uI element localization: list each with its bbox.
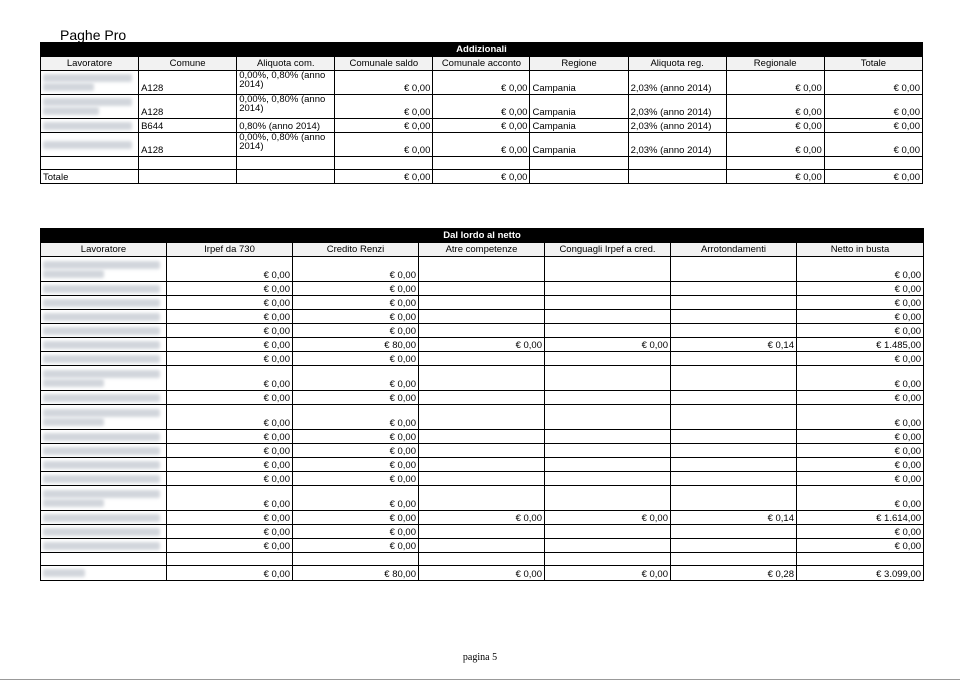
- worker-name-redacted: [41, 539, 167, 553]
- netto-cell: € 0,00: [797, 539, 924, 553]
- table-row: [41, 119, 923, 133]
- netto-cell: € 0,00: [797, 282, 924, 296]
- cong-cell: [545, 486, 671, 511]
- renzi-cell: € 0,00: [293, 430, 419, 444]
- atre-cell: [419, 405, 545, 430]
- empty-row: [41, 157, 923, 170]
- irpef-cell: € 0,00: [167, 405, 293, 430]
- arr-cell: [671, 525, 797, 539]
- arr-cell: [671, 444, 797, 458]
- arr-cell: [671, 366, 797, 391]
- aliquota-cell: 0,00%, 0,80% (anno 2014): [237, 71, 335, 95]
- renzi-cell: € 0,00: [293, 324, 419, 338]
- atre-cell: [419, 486, 545, 511]
- addizionali-table: [40, 42, 923, 184]
- irpef-cell: € 0,00: [167, 257, 293, 282]
- aliquota-cell: 0,80% (anno 2014): [237, 119, 335, 133]
- aliquota-reg-cell: 2,03% (anno 2014): [628, 119, 726, 133]
- saldo-cell: € 0,00: [335, 95, 433, 119]
- total-label-redacted: [41, 566, 167, 581]
- col-header: Credito Renzi: [293, 243, 419, 257]
- worker-name-redacted: [41, 391, 167, 405]
- total-saldo: € 0,00: [335, 170, 433, 184]
- table-row: [41, 324, 924, 338]
- total-row: [41, 170, 923, 184]
- cong-cell: [545, 282, 671, 296]
- table-row: [41, 352, 924, 366]
- table-row: [41, 430, 924, 444]
- page-number: pagina 5: [462, 652, 498, 663]
- col-header: Lavoratore: [41, 243, 167, 257]
- worker-name-redacted: [41, 95, 139, 119]
- atre-cell: [419, 296, 545, 310]
- atre-cell: [419, 310, 545, 324]
- arr-cell: [671, 539, 797, 553]
- total-netto: € 3.099,00: [797, 566, 924, 581]
- total-regionale: € 0,00: [726, 170, 824, 184]
- regionale-cell: € 0,00: [726, 119, 824, 133]
- atre-cell: € 0,00: [419, 338, 545, 352]
- renzi-cell: € 0,00: [293, 352, 419, 366]
- netto-cell: € 0,00: [797, 405, 924, 430]
- regione-cell: Campania: [530, 95, 628, 119]
- addizionali-band: Addizionali: [41, 43, 923, 57]
- aliquota-reg-cell: 2,03% (anno 2014): [628, 95, 726, 119]
- irpef-cell: € 0,00: [167, 338, 293, 352]
- atre-cell: [419, 352, 545, 366]
- renzi-cell: € 0,00: [293, 310, 419, 324]
- regionale-cell: € 0,00: [726, 95, 824, 119]
- acconto-cell: € 0,00: [433, 71, 530, 95]
- worker-name-redacted: [41, 444, 167, 458]
- renzi-cell: € 0,00: [293, 511, 419, 525]
- worker-name-redacted: [41, 458, 167, 472]
- irpef-cell: € 0,00: [167, 444, 293, 458]
- cong-cell: [545, 257, 671, 282]
- table-row: [41, 486, 924, 511]
- col-header: Regionale: [726, 57, 824, 71]
- total-atre: € 0,00: [419, 566, 545, 581]
- table-row: [41, 71, 923, 95]
- total-conguagli: € 0,00: [545, 566, 671, 581]
- worker-name-redacted: [41, 282, 167, 296]
- atre-cell: [419, 430, 545, 444]
- lordo-netto-band: Dal lordo al netto: [41, 229, 924, 243]
- atre-cell: [419, 391, 545, 405]
- renzi-cell: € 0,00: [293, 539, 419, 553]
- totale-cell: € 0,00: [824, 71, 922, 95]
- page-title: Paghe Pro: [60, 27, 127, 43]
- renzi-cell: € 0,00: [293, 391, 419, 405]
- table-row: [41, 95, 923, 119]
- arr-cell: [671, 405, 797, 430]
- saldo-cell: € 0,00: [335, 71, 433, 95]
- col-header: Comune: [139, 57, 237, 71]
- arr-cell: [671, 296, 797, 310]
- cong-cell: [545, 539, 671, 553]
- arr-cell: [671, 486, 797, 511]
- irpef-cell: € 0,00: [167, 458, 293, 472]
- irpef-cell: € 0,00: [167, 511, 293, 525]
- arr-cell: [671, 458, 797, 472]
- saldo-cell: € 0,00: [335, 133, 433, 157]
- worker-name-redacted: [41, 352, 167, 366]
- regione-cell: Campania: [530, 119, 628, 133]
- worker-name-redacted: [41, 71, 139, 95]
- irpef-cell: € 0,00: [167, 310, 293, 324]
- regionale-cell: € 0,00: [726, 71, 824, 95]
- aliquota-reg-cell: 2,03% (anno 2014): [628, 133, 726, 157]
- worker-name-redacted: [41, 486, 167, 511]
- arr-cell: [671, 352, 797, 366]
- table-row: [41, 539, 924, 553]
- arr-cell: [671, 282, 797, 296]
- total-irpef: € 0,00: [167, 566, 293, 581]
- table-row: [41, 310, 924, 324]
- table-row: [41, 405, 924, 430]
- table-row: [41, 133, 923, 157]
- comune-cell: A128: [139, 71, 237, 95]
- worker-name-redacted: [41, 511, 167, 525]
- total-row: [41, 566, 924, 581]
- total-totale: € 0,00: [824, 170, 922, 184]
- irpef-cell: € 0,00: [167, 324, 293, 338]
- col-header: Netto in busta: [797, 243, 924, 257]
- arr-cell: [671, 430, 797, 444]
- arr-cell: [671, 324, 797, 338]
- col-header: Atre competenze: [419, 243, 545, 257]
- atre-cell: [419, 458, 545, 472]
- cong-cell: [545, 310, 671, 324]
- arr-cell: [671, 257, 797, 282]
- atre-cell: [419, 472, 545, 486]
- atre-cell: [419, 444, 545, 458]
- netto-cell: € 0,00: [797, 444, 924, 458]
- worker-name-redacted: [41, 296, 167, 310]
- table-row: [41, 282, 924, 296]
- table-row: [41, 296, 924, 310]
- lordo-netto-table: [40, 228, 924, 581]
- atre-cell: € 0,00: [419, 511, 545, 525]
- table-row: [41, 472, 924, 486]
- aliquota-reg-cell: 2,03% (anno 2014): [628, 71, 726, 95]
- worker-name-redacted: [41, 430, 167, 444]
- col-header: Lavoratore: [41, 57, 139, 71]
- worker-name-redacted: [41, 257, 167, 282]
- total-acconto: € 0,00: [433, 170, 530, 184]
- netto-cell: € 1.614,00: [797, 511, 924, 525]
- cong-cell: [545, 352, 671, 366]
- col-header: Regione: [530, 57, 628, 71]
- renzi-cell: € 0,00: [293, 458, 419, 472]
- cong-cell: [545, 458, 671, 472]
- cong-cell: [545, 405, 671, 430]
- netto-cell: € 0,00: [797, 430, 924, 444]
- atre-cell: [419, 366, 545, 391]
- renzi-cell: € 0,00: [293, 525, 419, 539]
- irpef-cell: € 0,00: [167, 539, 293, 553]
- aliquota-cell: 0,00%, 0,80% (anno 2014): [237, 95, 335, 119]
- col-header: Comunale acconto: [433, 57, 530, 71]
- regionale-cell: € 0,00: [726, 133, 824, 157]
- table-row: [41, 338, 924, 352]
- renzi-cell: € 80,00: [293, 338, 419, 352]
- col-header: Aliquota reg.: [628, 57, 726, 71]
- table-row: [41, 257, 924, 282]
- cong-cell: [545, 324, 671, 338]
- atre-cell: [419, 539, 545, 553]
- worker-name-redacted: [41, 405, 167, 430]
- worker-name-redacted: [41, 338, 167, 352]
- worker-name-redacted: [41, 472, 167, 486]
- arr-cell: € 0,14: [671, 338, 797, 352]
- netto-cell: € 1.485,00: [797, 338, 924, 352]
- renzi-cell: € 0,00: [293, 296, 419, 310]
- table-row: [41, 366, 924, 391]
- totale-cell: € 0,00: [824, 119, 922, 133]
- atre-cell: [419, 525, 545, 539]
- table-row: [41, 444, 924, 458]
- renzi-cell: € 0,00: [293, 405, 419, 430]
- worker-name-redacted: [41, 366, 167, 391]
- irpef-cell: € 0,00: [167, 472, 293, 486]
- col-header: Totale: [824, 57, 922, 71]
- renzi-cell: € 0,00: [293, 472, 419, 486]
- cong-cell: [545, 472, 671, 486]
- atre-cell: [419, 257, 545, 282]
- worker-name-redacted: [41, 119, 139, 133]
- acconto-cell: € 0,00: [433, 119, 530, 133]
- netto-cell: € 0,00: [797, 525, 924, 539]
- netto-cell: € 0,00: [797, 486, 924, 511]
- total-renzi: € 80,00: [293, 566, 419, 581]
- renzi-cell: € 0,00: [293, 444, 419, 458]
- acconto-cell: € 0,00: [433, 95, 530, 119]
- netto-cell: € 0,00: [797, 366, 924, 391]
- irpef-cell: € 0,00: [167, 366, 293, 391]
- col-header: Conguagli Irpef a cred.: [545, 243, 671, 257]
- cong-cell: [545, 366, 671, 391]
- irpef-cell: € 0,00: [167, 486, 293, 511]
- renzi-cell: € 0,00: [293, 366, 419, 391]
- table-row: [41, 391, 924, 405]
- regione-cell: Campania: [530, 71, 628, 95]
- saldo-cell: € 0,00: [335, 119, 433, 133]
- totale-cell: € 0,00: [824, 95, 922, 119]
- renzi-cell: € 0,00: [293, 282, 419, 296]
- table-row: [41, 458, 924, 472]
- col-header: Comunale saldo: [335, 57, 433, 71]
- empty-row: [41, 553, 924, 566]
- atre-cell: [419, 324, 545, 338]
- arr-cell: € 0,14: [671, 511, 797, 525]
- comune-cell: B644: [139, 119, 237, 133]
- netto-cell: € 0,00: [797, 472, 924, 486]
- page-bottom-divider: [0, 679, 960, 680]
- netto-cell: € 0,00: [797, 296, 924, 310]
- irpef-cell: € 0,00: [167, 391, 293, 405]
- worker-name-redacted: [41, 525, 167, 539]
- aliquota-cell: 0,00%, 0,80% (anno 2014): [237, 133, 335, 157]
- netto-cell: € 0,00: [797, 310, 924, 324]
- irpef-cell: € 0,00: [167, 525, 293, 539]
- regione-cell: Campania: [530, 133, 628, 157]
- cong-cell: € 0,00: [545, 511, 671, 525]
- cong-cell: [545, 391, 671, 405]
- worker-name-redacted: [41, 133, 139, 157]
- irpef-cell: € 0,00: [167, 296, 293, 310]
- irpef-cell: € 0,00: [167, 352, 293, 366]
- netto-cell: € 0,00: [797, 324, 924, 338]
- cong-cell: [545, 444, 671, 458]
- arr-cell: [671, 472, 797, 486]
- table-row: [41, 525, 924, 539]
- comune-cell: A128: [139, 95, 237, 119]
- renzi-cell: € 0,00: [293, 257, 419, 282]
- netto-cell: € 0,00: [797, 352, 924, 366]
- col-header: Irpef da 730: [167, 243, 293, 257]
- total-label: Totale: [41, 170, 139, 184]
- table-row: [41, 511, 924, 525]
- col-header: Aliquota com.: [237, 57, 335, 71]
- cong-cell: [545, 430, 671, 444]
- total-arrotondamenti: € 0,28: [671, 566, 797, 581]
- worker-name-redacted: [41, 310, 167, 324]
- atre-cell: [419, 282, 545, 296]
- totale-cell: € 0,00: [824, 133, 922, 157]
- worker-name-redacted: [41, 324, 167, 338]
- cong-cell: [545, 525, 671, 539]
- renzi-cell: € 0,00: [293, 486, 419, 511]
- arr-cell: [671, 310, 797, 324]
- cong-cell: [545, 296, 671, 310]
- irpef-cell: € 0,00: [167, 282, 293, 296]
- netto-cell: € 0,00: [797, 458, 924, 472]
- irpef-cell: € 0,00: [167, 430, 293, 444]
- netto-cell: € 0,00: [797, 257, 924, 282]
- netto-cell: € 0,00: [797, 391, 924, 405]
- arr-cell: [671, 391, 797, 405]
- col-header: Arrotondamenti: [671, 243, 797, 257]
- acconto-cell: € 0,00: [433, 133, 530, 157]
- cong-cell: € 0,00: [545, 338, 671, 352]
- comune-cell: A128: [139, 133, 237, 157]
